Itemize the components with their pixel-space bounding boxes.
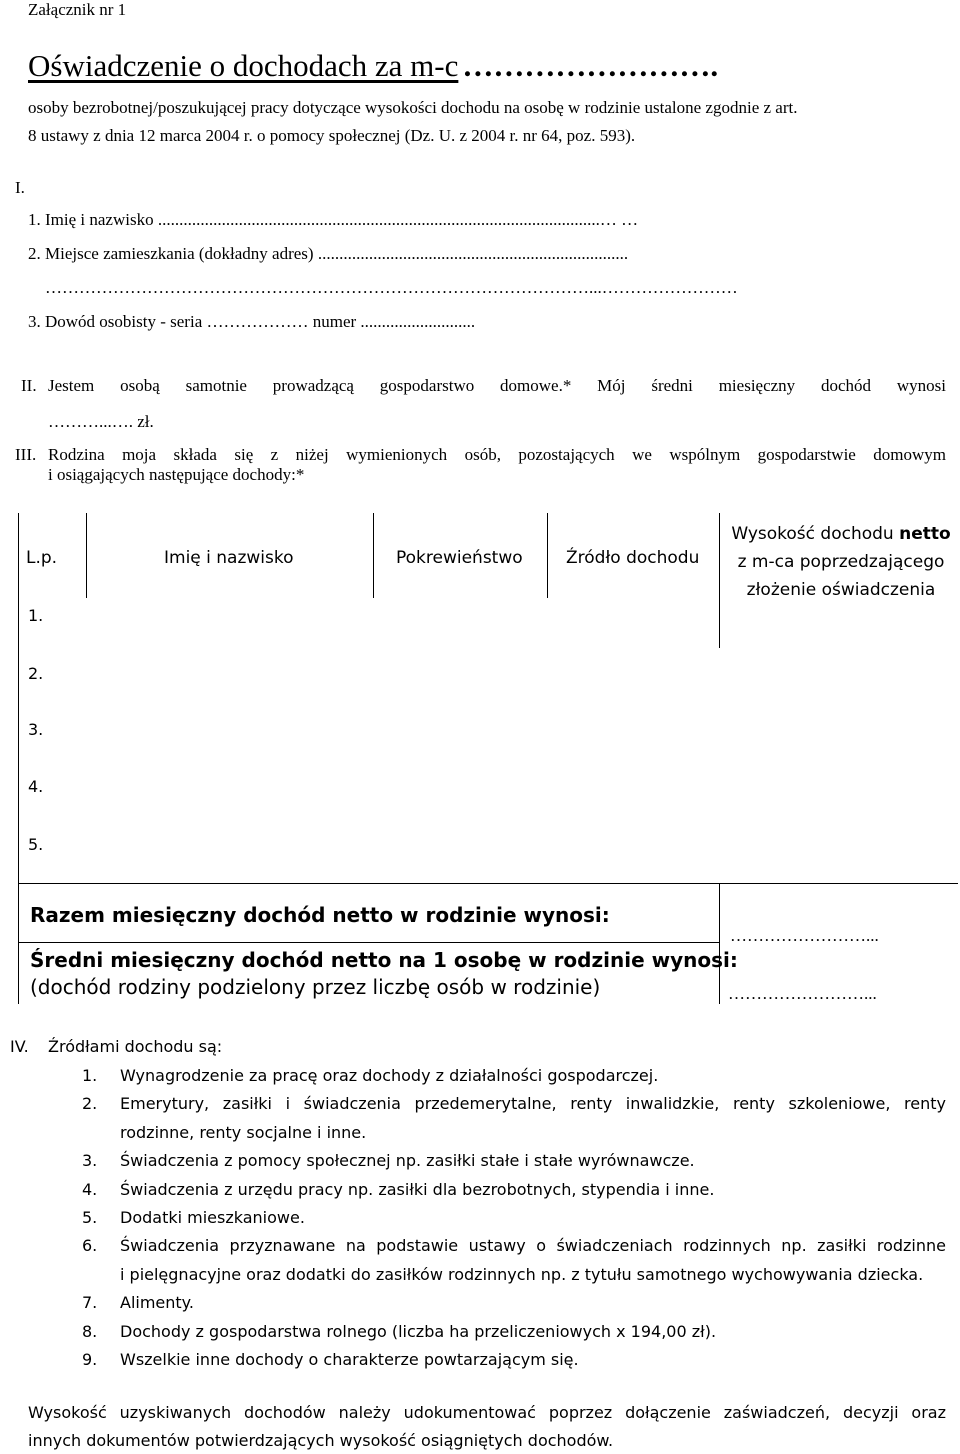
family-statement-line1: Rodzina moja składa się z niżej wymienionych osób, pozostających we wspólnym gospodarstwie domowym bbox=[48, 445, 946, 464]
annex-label: Załącznik nr 1 bbox=[28, 0, 127, 19]
address-field[interactable]: 2. Miejsce zamieszkania (dokładny adres) ......................................................................... bbox=[28, 244, 629, 263]
section4-title: Źródłami dochodu są: bbox=[48, 1037, 223, 1056]
income-source-item: Świadczenia przyznawane na podstawie ustawy o świadczeniach rodzinnych np. zasiłki rodzinne bbox=[120, 1236, 946, 1256]
income-source-item: Wszelkie inne dochody o charakterze powtarzającym się. bbox=[120, 1350, 579, 1369]
header-net-bold: netto bbox=[899, 524, 951, 544]
income-source-number: 9. bbox=[82, 1350, 98, 1369]
header-net-income bbox=[724, 520, 958, 604]
income-source-number: 8. bbox=[82, 1321, 98, 1341]
footer-line2: innych dokumentów potwierdzających wysokość osiągniętych dochodów. bbox=[28, 1431, 614, 1450]
income-source-item: Emerytury, zasiłki i świadczenia przedemerytalne, renty inwalidzkie, renty szkoleniowe, renty bbox=[120, 1094, 946, 1114]
id-series-dots[interactable]: ……………… bbox=[206, 312, 309, 331]
income-source-item: Dodatki mieszkaniowe. bbox=[120, 1208, 305, 1227]
header-relationship: Pokrewieństwo bbox=[396, 548, 523, 568]
income-source-item: rodzinne, renty socjalne i inne. bbox=[120, 1122, 367, 1142]
header-lp: L.p. bbox=[26, 548, 58, 568]
income-source-item: Wynagrodzenie za pracę oraz dochody z działalności gospodarczej. bbox=[120, 1066, 659, 1085]
income-source-item: i pielęgnacyjne oraz dodatki do zasiłków rodzinnych np. z tytułu samotnego wychowywania dziecka. bbox=[120, 1264, 924, 1284]
family-statement bbox=[48, 445, 946, 485]
section4-roman: IV. bbox=[10, 1037, 29, 1056]
section2-roman: II. bbox=[21, 376, 37, 395]
income-source-number: 4. bbox=[82, 1179, 98, 1199]
header-net-line2: z m-ca poprzedzającego bbox=[737, 552, 945, 572]
table-row-2[interactable]: 2. bbox=[28, 664, 44, 683]
income-source-number: 6. bbox=[82, 1236, 98, 1256]
table-row-4[interactable]: 4. bbox=[28, 777, 44, 796]
summary-left-border bbox=[18, 884, 19, 1004]
name-field[interactable]: 1. Imię i nazwisko ........................................................................................................… … bbox=[28, 210, 639, 229]
address-field-continuation[interactable]: ……………………………………………………………………………………...…………………… bbox=[45, 278, 738, 297]
income-source-number: 2. bbox=[82, 1094, 98, 1114]
footer-line1: Wysokość uzyskiwanych dochodów należy udokumentować poprzez dołączenie zaświadczeń, decyzji oraz bbox=[28, 1403, 946, 1422]
table-col-divider-1 bbox=[86, 513, 87, 598]
table-row-3[interactable]: 3. bbox=[28, 720, 44, 739]
table-col-divider-3 bbox=[547, 513, 548, 598]
total-income-value[interactable]: ……………………... bbox=[730, 926, 879, 945]
section3-roman: III. bbox=[15, 445, 37, 464]
total-income-label: Razem miesięczny dochód netto w rodzinie wynosi: bbox=[30, 903, 610, 927]
subtitle-line2: 8 ustawy z dnia 12 marca 2004 r. o pomocy społecznej (Dz. U. z 2004 r. nr 64, poz. 593). bbox=[28, 126, 636, 145]
subtitle-line1: osoby bezrobotnej/poszukującej pracy dotyczące wysokości dochodu na osobę w rodzinie ustalone zgodnie z art. bbox=[28, 98, 798, 117]
avg-income-value[interactable]: ……………………... bbox=[728, 984, 877, 1003]
income-source-item: Świadczenia z urzędu pracy np. zasiłki dla bezrobotnych, stypendia i inne. bbox=[120, 1179, 715, 1199]
table-bottom-border bbox=[18, 883, 958, 884]
income-source-item: Świadczenia z pomocy społecznej np. zasiłki stałe i stałe wyrównawcze. bbox=[120, 1151, 695, 1171]
income-source-number: 1. bbox=[82, 1066, 98, 1085]
table-row-5[interactable]: 5. bbox=[28, 835, 44, 854]
income-source-item: Dochody z gospodarstwa rolnego (liczba ha przeliczeniowych x 194,00 zł). bbox=[120, 1321, 717, 1341]
summary-mid-line bbox=[18, 942, 719, 943]
section1-roman: I. bbox=[15, 178, 25, 197]
title-dots: ……………………. bbox=[462, 48, 719, 83]
income-source-number: 7. bbox=[82, 1293, 98, 1313]
avg-income-label: Średni miesięczny dochód netto na 1 osobę w rodzinie wynosi: bbox=[30, 948, 738, 972]
id-number-field[interactable]: numer ........................... bbox=[312, 312, 476, 331]
id-card-field[interactable] bbox=[28, 312, 475, 332]
table-col-divider-2 bbox=[373, 513, 374, 598]
income-source-item: Alimenty. bbox=[120, 1293, 194, 1313]
header-net-line3: złożenie oświadczenia bbox=[746, 580, 936, 600]
title-text: Oświadczenie o dochodach za m-c bbox=[28, 48, 459, 83]
header-net-income-text: Wysokość dochodu bbox=[731, 524, 900, 544]
summary-divider bbox=[719, 884, 720, 1004]
avg-income-note: (dochód rodziny podzielony przez liczbę osób w rodzinie) bbox=[30, 975, 601, 999]
table-left-border bbox=[18, 513, 19, 884]
document-title bbox=[28, 48, 718, 84]
income-source-number: 5. bbox=[82, 1208, 98, 1227]
income-source-number: 3. bbox=[82, 1151, 98, 1171]
table-row-1[interactable]: 1. bbox=[28, 606, 44, 625]
header-name: Imię i nazwisko bbox=[164, 548, 294, 568]
single-household-statement: Jestem osobą samotnie prowadzącą gospodarstwo domowe.* Mój średni miesięczny dochód wynosi bbox=[48, 376, 946, 395]
id-card-label: 3. Dowód osobisty - seria bbox=[28, 312, 207, 331]
single-income-amount[interactable]: ………...…. zł. bbox=[48, 412, 154, 431]
header-income-source: Źródło dochodu bbox=[566, 548, 700, 568]
table-col-divider-4 bbox=[719, 513, 720, 648]
family-statement-line2: i osiągających następujące dochody:* bbox=[48, 465, 305, 484]
